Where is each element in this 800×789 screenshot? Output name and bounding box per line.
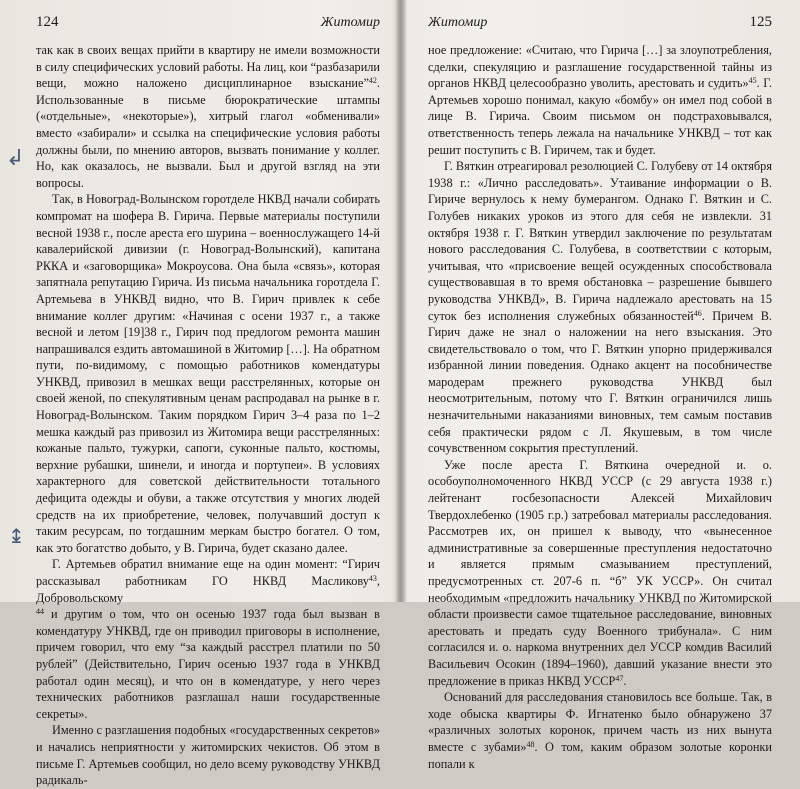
left-page — [0, 0, 398, 788]
paragraph — [36, 556, 380, 606]
paragraph-text-after: и другим о том, что он осенью 1937 года был вызван в комендатуру УНКВД, где он приводил приговоры в исполнение, причем говорил, что ему “за каждый расстрел платили по 50 рублей” (Действительно, Гирич осенью 1937 года в УНКВД работал один месяц), и что он в комендатуре, у него через технических работников разглашал наши государственные секреты». — [36, 607, 380, 721]
paragraph-text-after: . Г. Артемьев хорошо понимал, какую «бомбу» он имел под собой в лице В. Гирича. Своим письмом он подстраховывался, ответственность теперь лежала на начальнике УНКВД – тот как решит поступить с В. Гиричем, так и будет. — [428, 76, 772, 157]
paragraph-text-after: . Использованные в письме бюрократические штампы («отдельные», «некоторые»), хитрый глагол «обменивали» вместо «забирали» и ссылка на специфические условия работы должны были, по мнению авторов, вызвать понимание у коллег. Но, как оказалось, не вызвали. Был и другой взгляд на эти вопросы. — [36, 76, 380, 190]
right-page-text — [428, 42, 772, 772]
paragraph-text: ное предложение: «Считаю, что Гирича […] за злоупотребления, сделки, спекуляцию и разглашение государственной тайны из органов НКВД целесообразно уволить, арестовать и судить» — [428, 43, 772, 91]
footnote-ref: 48 — [526, 739, 535, 749]
paragraph-text-after: . — [623, 673, 627, 688]
footnote-ref: 43 — [368, 574, 377, 583]
left-page-header — [36, 14, 380, 36]
paragraph — [428, 689, 772, 772]
paragraph-text: Именно с разглашения подобных «государственных секретов» и начались неприятности у житомирских чекистов. Об этом в письме Г. Артемьев сообщил, но дело всему руководству УНКВД радикаль- — [36, 723, 380, 788]
paragraph — [36, 191, 380, 556]
paragraph — [36, 722, 380, 788]
paragraph-text: Г. Вяткин отреагировал резолюцией С. Голубеву от 14 октября 1938 г.: «Лично расследовать». Утаивание информации о В. Гириче вернулось к нему бумерангом. Однако Г. Вяткин и С. Голубев никаких уроков из этого для себя не извлекли. 31 октября 1938 г. Г. Вяткин утвердил заключение по результатам нового расследования С. Голубева, в соответствии с которым, учитывая, что «присвоение вещей осужденных способствовала существовавшая в то время обстановка – разрешение бывшего руководства УНКВД», В. Гирича надлежало арестовать на 15 суток без исполнения служебных обязанностей — [428, 159, 772, 323]
right-page-header — [428, 14, 772, 36]
footnote-ref: 47 — [615, 673, 624, 683]
footnote-ref: 44 — [36, 607, 44, 617]
footnote-ref: 42 — [368, 76, 377, 86]
right-page-number: 125 — [749, 14, 772, 30]
paragraph-text: Г. Артемьев обратил внимание еще на один момент: “Гирич рассказывал работникам ГО НКВД Масликову — [36, 557, 380, 588]
right-page — [404, 0, 800, 771]
paragraph-text: Оснований для расследования становилось все больше. Так, в ходе обыска квартиры Ф. Игнатенко было обнаружено 37 «различных золотых коронок, причем часть из них вынута вместе с зубами» — [428, 690, 772, 754]
paragraph — [428, 158, 772, 457]
footnote-ref: 45 — [748, 76, 757, 86]
paragraph — [36, 606, 380, 722]
paragraph-text: так как в своих вещах прийти в квартиру не имели возможности в силу специфических условий работы. На лиц, кои “разбазарили вещи, можно наложено дисциплинарное взыскание” — [36, 43, 380, 91]
paragraph — [428, 42, 772, 158]
pencil-margin-mark: ↨ — [8, 524, 25, 548]
right-running-title: Житомир — [428, 15, 488, 30]
footnote-ref: 46 — [693, 308, 702, 318]
paragraph-text-after: . О том, каким образом золотые коронки попали к — [428, 739, 772, 771]
paragraph-text-after: . Причем В. Гирич даже не знал о наложении на него взыскания. Это свидетельствовало о том, что Г. Вяткин упорно придерживался избранной линии поведения. Однако акцент на пособничестве мародерам прежнего руководства УНКВД был неосмотрительным, потому что Г. Вяткин ограничился лишь незначительными наказаниями виновных, тем самым поставив себя практически рядом с Л. Якушевым, в том числе сочувственном сокрытия преступлений. — [428, 308, 772, 456]
left-page-number: 124 — [36, 14, 59, 30]
left-running-title: Житомир — [320, 15, 380, 30]
pencil-margin-mark: ↲ — [6, 146, 25, 171]
paragraph — [36, 42, 380, 191]
paragraph-text: Уже после ареста Г. Вяткина очередной и. о. особоуполномоченного НКВД УССР (с 29 августа 1938 г.) лейтенант госбезопасности Алексей Михайлович Твердохлебенко (1905 г.р.) затребовал материалы расследования. Рассмотрев их, он пришел к выводу, что «вынесенное административные за совершенные преступления недостаточно и является прямым смазыванием преступлений, предусмотренных ст. 207-6 п. “б” УК УССР». Он считал необходимым «предложить начальнику УНКВД по Житомирской области произвести самое тщательное расследование, виновных арестовать и предать суду Военного трибунала». С ним согласился и. о. наркома внутренних дел УССР комдив Василий Васильевич Осокин (1894–1960), давший указание внести это предложение в приказ НКВД УССР — [428, 457, 772, 688]
left-page-text — [36, 42, 380, 789]
paragraph — [428, 457, 772, 689]
paragraph-text-after: , Добровольскому — [36, 574, 380, 605]
paragraph-text: Так, в Новоград-Волынском горотделе НКВД начали собирать компромат на шофера В. Гирича. Первые материалы поступили весной 1938 г., после ареста его шурина – военнослужащего 14-й кавалерийской дивизии (г. Новоград-Волынский), капитана РККА и «заговорщика» Мокроусова. Она была «связь», которая запятнала репутацию Гирича. Из письма начальника горотдела Г. Артемьева в УНКВД видно, что В. Гирич привлек к себе внимание коллег другим: «Начиная с осени 1937 г., а также весной и летом [19]38 г., Гирич под предлогом ремонта машин напрашивался ездить автомашиной в Житомир […]. На обратном пути, по-видимому, с помощью работников комендатуры УНКВД, привозил в мешках вещи расстрелянных, которые он своей женой, по спекулятивным ценам распродавал на рынке в г. Новоград-Волынском. Таким порядком Гирич 3–4 раза по 1–2 мешка каждый раз привозил из Житомира вещи расстрелянных: кожаные пальто, тужурки, сапоги, суконные пальто, костюмы, верхние рубашки, шинели, и иногда и портупеи». В условиях характерного для советской действительности тотального дефицита одежды и обуви, а также отсутствия у многих людей средств на их приобретение, человек, получавший доступ к таким ресурсам, по тогдашним меркам быстро богател. О том, как это богатство добыто, у В. Гирича, будет сказано далее. — [36, 192, 380, 555]
